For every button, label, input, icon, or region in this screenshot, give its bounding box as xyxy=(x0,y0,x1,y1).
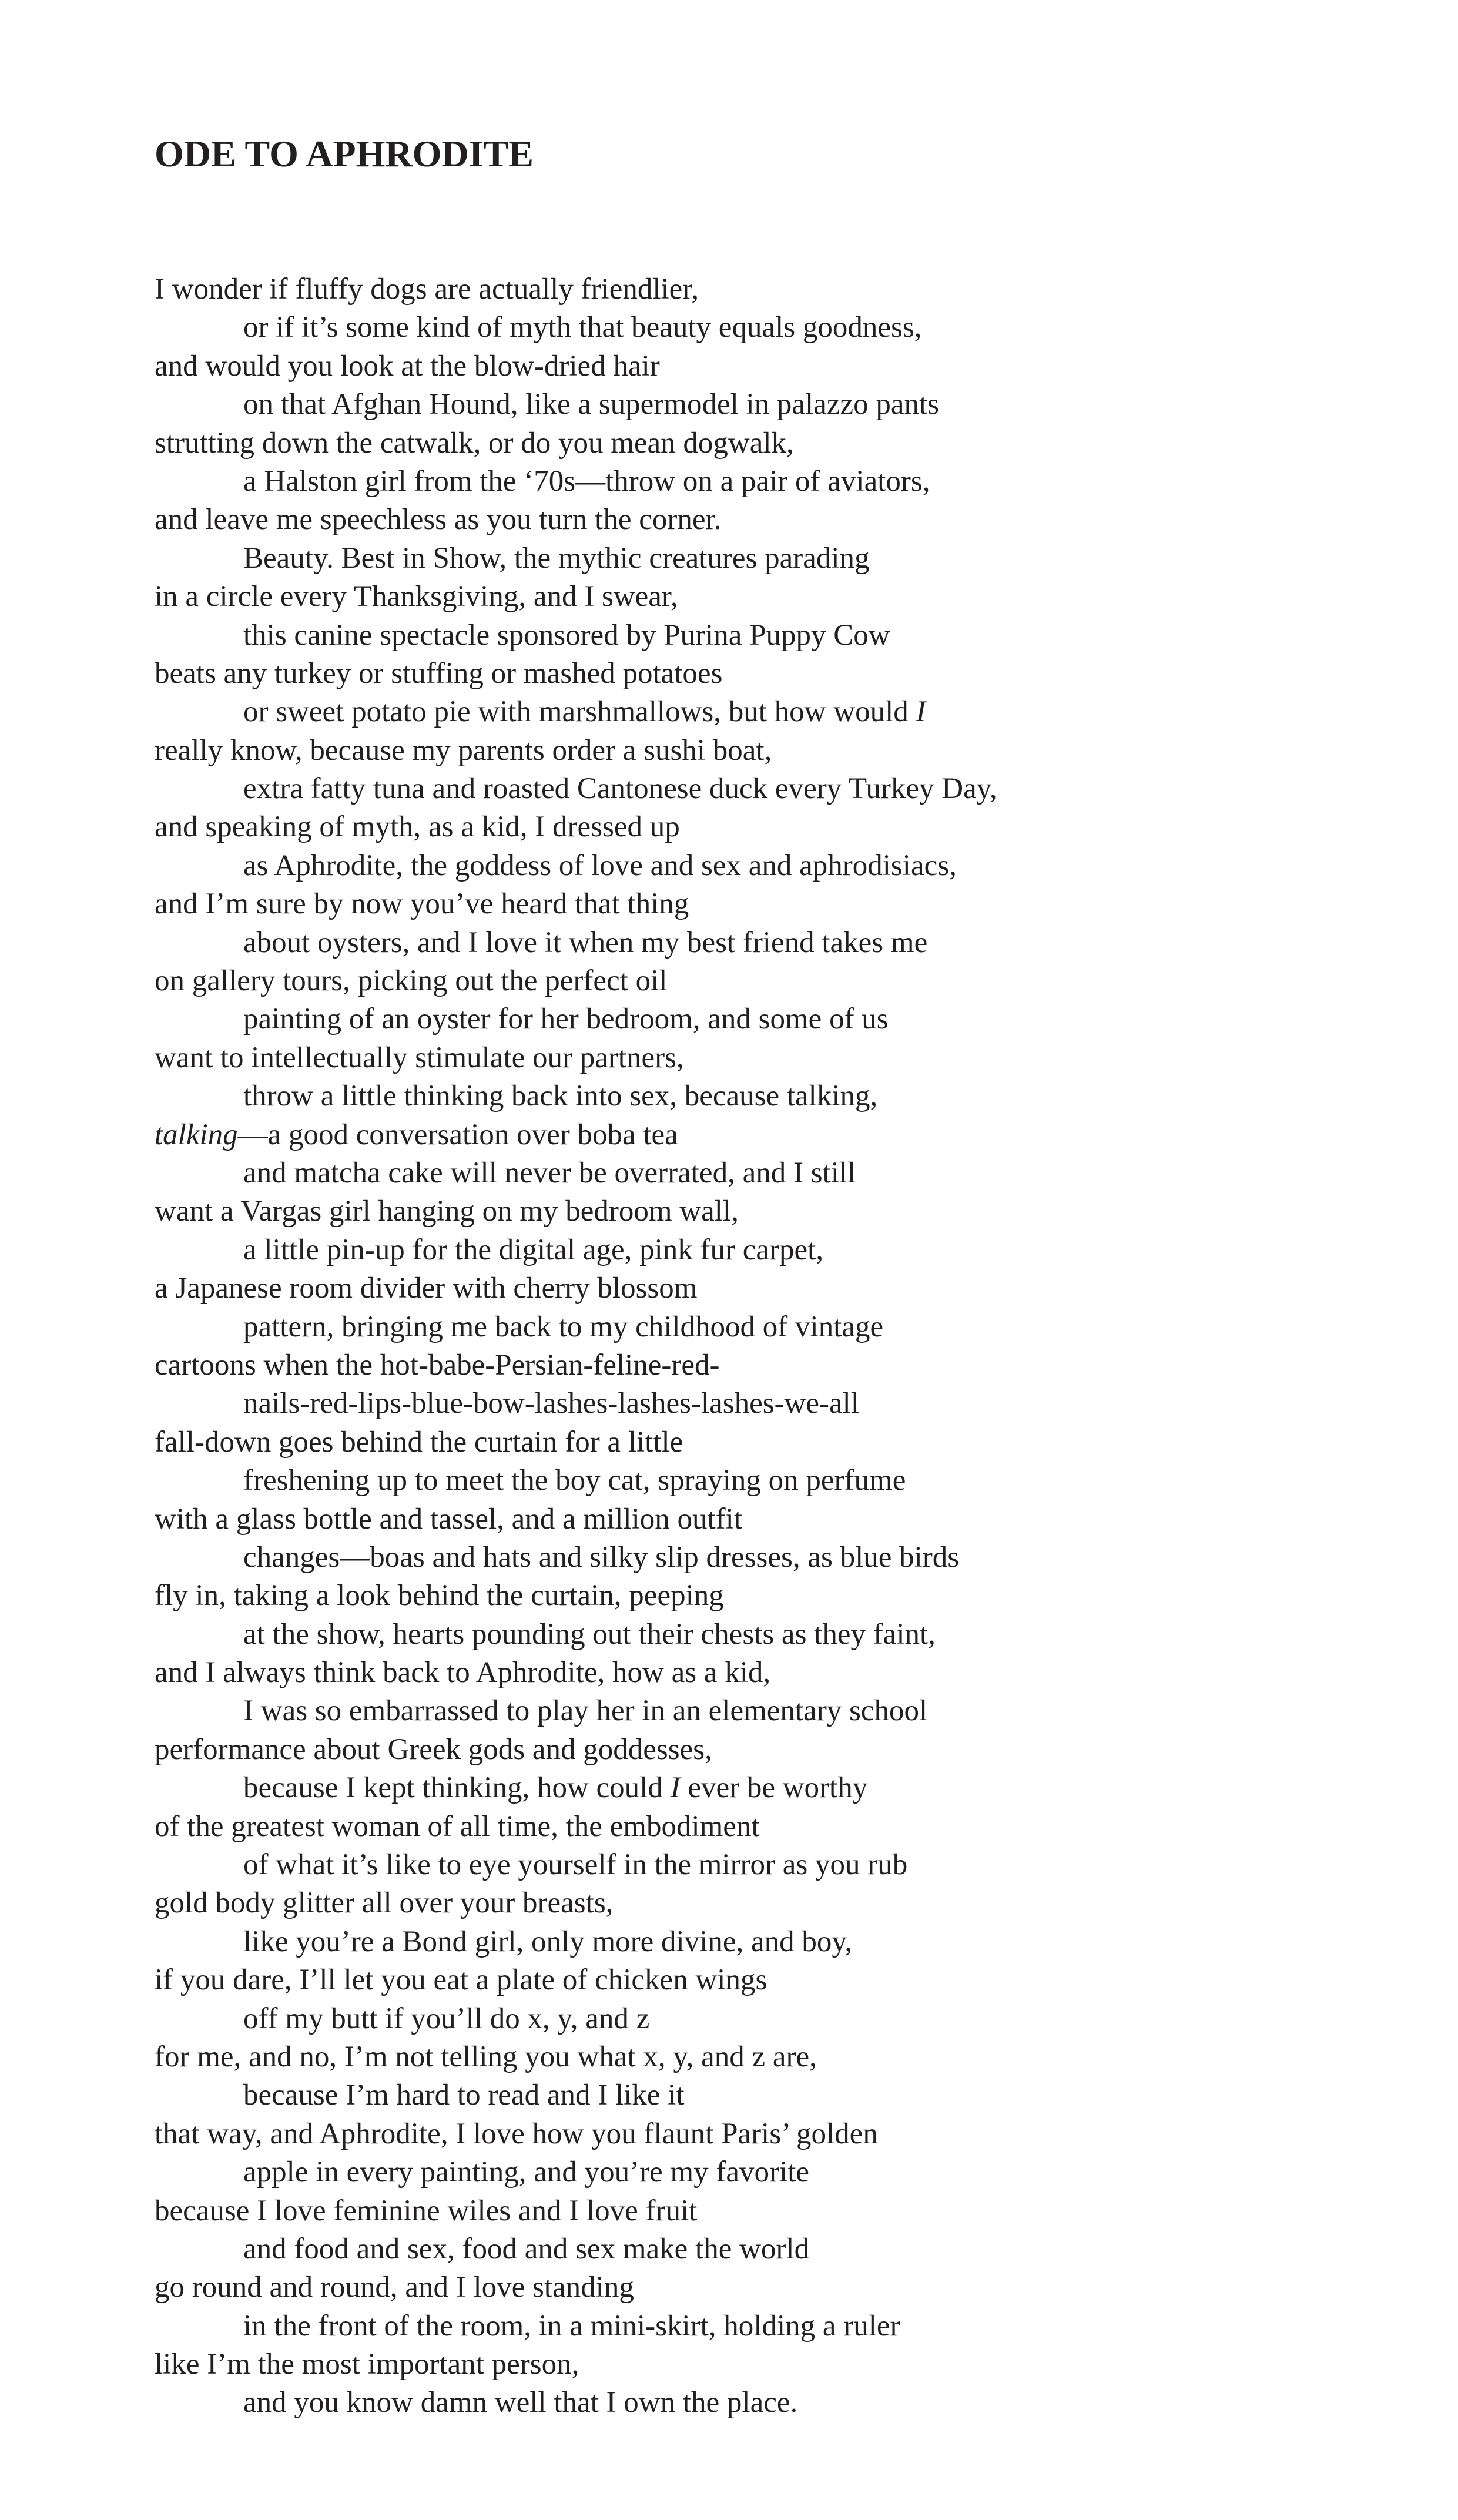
poem-line-italic: I xyxy=(916,695,926,729)
poem-line: cartoons when the hot-babe-Persian-feline-red- xyxy=(155,1348,720,1382)
poem-line: a Japanese room divider with cherry blossom xyxy=(155,1272,698,1305)
poem-line: about oysters, and I love it when my best friend takes me xyxy=(243,926,928,959)
poem-line: of the greatest woman of all time, the embodiment xyxy=(155,1809,760,1843)
poem-line-segment: —a good conversation over boba tea xyxy=(237,1118,678,1151)
poem-line xyxy=(155,693,1389,731)
poem-line: in the front of the room, in a mini-skirt, holding a ruler xyxy=(243,2309,900,2343)
poem-line: because I’m hard to read and I like it xyxy=(243,2079,685,2112)
poem-line: in a circle every Thanksgiving, and I swear, xyxy=(155,580,678,614)
poem-line xyxy=(155,1116,1389,1154)
poem-line: I wonder if fluffy dogs are actually friendlier, xyxy=(155,273,699,306)
poem-line: pattern, bringing me back to my childhood of vintage xyxy=(243,1310,884,1343)
poem-line: and leave me speechless as you turn the corner. xyxy=(155,503,722,537)
poem-line: strutting down the catwalk, or do you mean dogwalk, xyxy=(155,426,794,460)
poem-line: of what it’s like to eye yourself in the mirror as you rub xyxy=(243,1848,908,1882)
poem-line-italic: talking xyxy=(155,1118,238,1151)
poem-line: throw a little thinking back into sex, because talking, xyxy=(243,1080,878,1113)
poem-line: a Halston girl from the ‘70s—throw on a pair of aviators, xyxy=(243,464,930,498)
poem-line: want a Vargas girl hanging on my bedroom wall, xyxy=(155,1195,739,1228)
poem-line: changes—boas and hats and silky slip dresses, as blue birds xyxy=(243,1540,960,1574)
poem-line: freshening up to meet the boy cat, spraying on perfume xyxy=(243,1464,906,1497)
poem-line: fly in, taking a look behind the curtain, peeping xyxy=(155,1579,724,1613)
poem-line: on that Afghan Hound, like a supermodel in palazzo pants xyxy=(243,388,940,421)
poem-line: for me, and no, I’m not telling you what x, y, and z are, xyxy=(155,2040,817,2073)
poem-line: and I’m sure by now you’ve heard that thing xyxy=(155,887,689,921)
poem-line: and you know damn well that I own the place. xyxy=(243,2386,798,2420)
poem-line: this canine spectacle sponsored by Purina Puppy Cow xyxy=(243,618,890,652)
poem-line-italic: I xyxy=(670,1771,681,1805)
poem-line: nails-red-lips-blue-bow-lashes-lashes-lashes-we-all xyxy=(243,1387,859,1420)
poem-line: and speaking of myth, as a kid, I dressed up xyxy=(155,810,680,844)
poem-line: go round and round, and I love standing xyxy=(155,2271,634,2304)
poem-line: as Aphrodite, the goddess of love and sex and aphrodisiacs, xyxy=(243,849,957,882)
poem-line: extra fatty tuna and roasted Cantonese duck every Turkey Day, xyxy=(243,772,997,806)
poem-line: performance about Greek gods and goddesses, xyxy=(155,1732,712,1766)
poem-line-segment: because I kept thinking, how could xyxy=(243,1771,671,1805)
poem-line: beats any turkey or stuffing or mashed potatoes xyxy=(155,656,723,690)
poem-line: painting of an oyster for her bedroom, and some of us xyxy=(243,1003,889,1036)
poem-line: gold body glitter all over your breasts, xyxy=(155,1886,614,1920)
poem-line: that way, and Aphrodite, I love how you flaunt Paris’ golden xyxy=(155,2117,878,2150)
poem-line-segment: or sweet potato pie with marshmallows, but how would xyxy=(243,695,916,729)
poem-line: on gallery tours, picking out the perfect oil xyxy=(155,964,668,998)
poem-line: like you’re a Bond girl, only more divine, and boy, xyxy=(243,1925,853,1958)
poem-line xyxy=(155,1769,1389,1807)
poem-line: I was so embarrassed to play her in an elementary school xyxy=(243,1694,928,1728)
poem-line: fall-down goes behind the curtain for a little xyxy=(155,1425,683,1459)
poem-line: Beauty. Best in Show, the mythic creatures parading xyxy=(243,541,870,575)
poem-line: and food and sex, food and sex make the world xyxy=(243,2232,810,2266)
poem-line: because I love feminine wiles and I love fruit xyxy=(155,2194,698,2227)
poem-line: off my butt if you’ll do x, y, and z xyxy=(243,2002,650,2035)
poem-body xyxy=(155,270,1389,2422)
poem-title: ODE TO APHRODITE xyxy=(155,133,534,175)
poem-line: and matcha cake will never be overrated, and I still xyxy=(243,1156,856,1189)
poem-line: apple in every painting, and you’re my favorite xyxy=(243,2156,809,2189)
poem-line: really know, because my parents order a sushi boat, xyxy=(155,733,772,767)
poem-line: if you dare, I’ll let you eat a plate of chicken wings xyxy=(155,1963,767,1997)
poem-line: with a glass bottle and tassel, and a million outfit xyxy=(155,1502,743,1536)
poem-line-segment: ever be worthy xyxy=(680,1771,868,1805)
poem-line: and would you look at the blow-dried hair xyxy=(155,349,660,383)
poem-line: a little pin-up for the digital age, pink fur carpet, xyxy=(243,1233,824,1266)
poem-line: want to intellectually stimulate our partners, xyxy=(155,1041,684,1074)
poem-line: and I always think back to Aphrodite, how as a kid, xyxy=(155,1656,771,1690)
poem-line: at the show, hearts pounding out their chests as they faint, xyxy=(243,1617,936,1651)
poem-line: or if it’s some kind of myth that beauty equals goodness, xyxy=(243,311,922,344)
poem-line: like I’m the most important person, xyxy=(155,2348,579,2381)
